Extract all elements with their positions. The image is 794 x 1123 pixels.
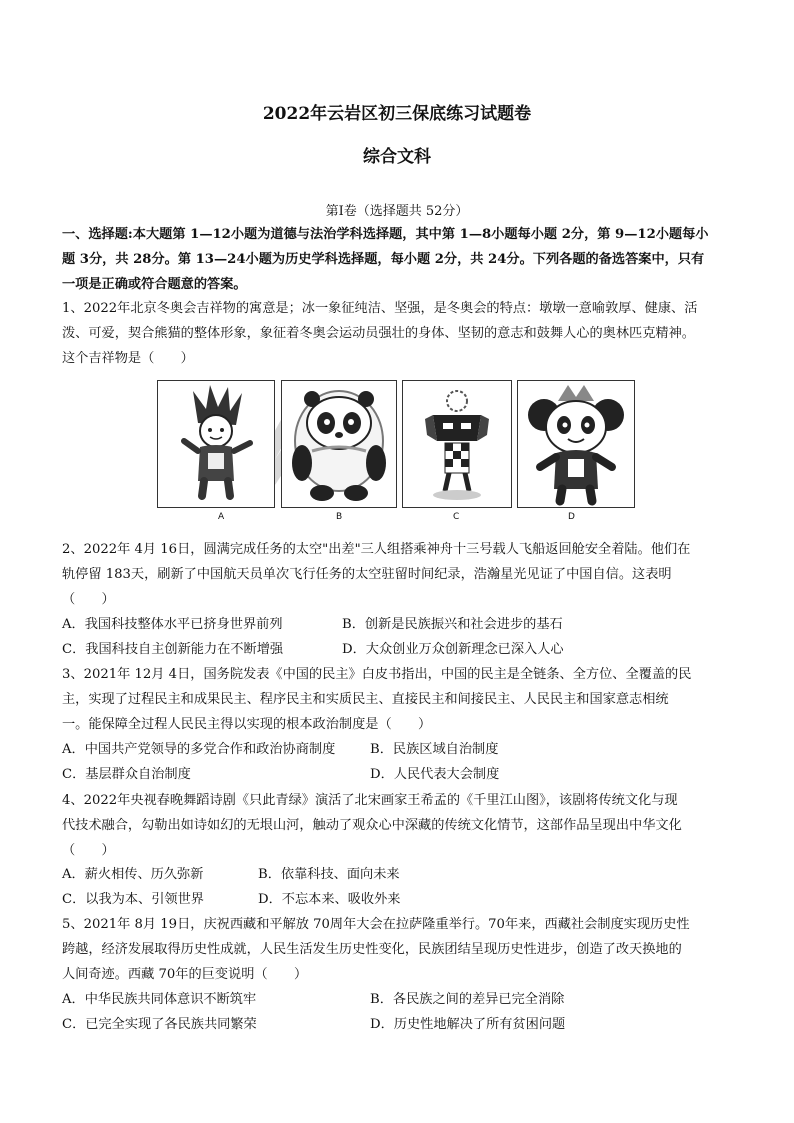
- q3-option-c[interactable]: C．基层群众自治制度: [62, 767, 191, 782]
- option-a-image[interactable]: [157, 380, 275, 508]
- exam-title: 2022年云岩区初三保底练习试题卷: [262, 104, 532, 124]
- q4-option-b[interactable]: B．依靠科技、面向未来: [258, 867, 400, 882]
- q3-option-b[interactable]: B．民族区域自治制度: [370, 742, 499, 757]
- q4-option-c[interactable]: C．以我为本、引领世界: [62, 892, 204, 907]
- question-2-stem: 2、2022年 4月 16日，圆满完成任务的太空"出差"三人组搭乘神舟十三号载人飞船返回舱安全着陆。他们在 轨停留 183天，刷新了中国航天员单次飞行任务的太空驻留时间纪录，浩瀚星光见证了中国自信。这表明 （ ）: [62, 542, 691, 607]
- checkered-mascot-icon: [403, 381, 511, 507]
- q5-option-b[interactable]: B．各民族之间的差异已完全消除: [370, 992, 565, 1007]
- q4-option-d[interactable]: D．不忘本来、吸收外来: [258, 892, 401, 907]
- q2-option-a[interactable]: A．我国科技整体水平已挤身世界前列: [62, 617, 283, 632]
- question-3-stem: 3、2021年 12月 4日，国务院发表《中国的民主》白皮书指出，中国的民主是全链条、全方位、全覆盖的民 主，实现了过程民主和成果民主、程序民主和实质民主、直接民主和间接民主、人民民主和国家意志相统 一。能保障全过程人民民主得以实现的根本政治制度是（ ）: [62, 667, 692, 732]
- exam-subject: 综合文科: [363, 147, 431, 167]
- option-b-image[interactable]: [281, 380, 397, 508]
- q5-option-d[interactable]: D．历史性地解决了所有贫困问题: [370, 1017, 566, 1032]
- q2-option-d[interactable]: D．大众创业万众创新理念已深入人心: [342, 642, 564, 657]
- caption-a: A: [218, 512, 225, 522]
- fire-mascot-icon: [158, 381, 274, 507]
- q5-option-c[interactable]: C．已完全实现了各民族共同繁荣: [62, 1017, 257, 1032]
- q3-option-d[interactable]: D．人民代表大会制度: [370, 767, 500, 782]
- option-c-image[interactable]: [402, 380, 512, 508]
- question-1-image-options: [157, 380, 635, 508]
- section-label: 第Ⅰ卷（选择题共 52分）: [325, 204, 469, 219]
- q5-option-a[interactable]: A．中华民族共同体意识不断筑牢: [62, 992, 257, 1007]
- question-4-stem: 4、2022年央视春晚舞蹈诗剧《只此青绿》演活了北宋画家王希孟的《千里江山图》，该剧将传统文化与现 代技术融合，勾勒出如诗如幻的无垠山河，触动了观众心中深藏的传统文化情节，这部作品呈现出中华文化 （ ）: [62, 793, 682, 858]
- question-1-stem: 1、2022年北京冬奥会吉祥物的寓意是；冰一象征纯洁、坚强，是冬奥会的特点：墩墩一意喻敦厚、健康、活 泼、可爱，契合熊猫的整体形象，象征着冬奥会运动员强壮的身体、坚韧的意志和鼓舞人心的奥林匹克精神。 这个吉祥物是（ ）: [62, 301, 698, 366]
- q4-option-a[interactable]: A．薪火相传、历久弥新: [62, 867, 204, 882]
- question-5-stem: 5、2021年 8月 19日，庆祝西藏和平解放 70周年大会在拉萨隆重举行。70年来，西藏社会制度实现历史性 跨越，经济发展取得历史性成就，人民生活发生历史性变化，民族团结呈现历史性进步，创造了改天换地的 人间奇迹。西藏 70年的巨变说明（ ）: [62, 917, 690, 982]
- panda-mascot-icon: [518, 381, 634, 507]
- q2-option-c[interactable]: C．我国科技自主创新能力在不断增强: [62, 642, 284, 657]
- caption-b: B: [336, 512, 343, 522]
- panda-ice-mascot-icon: [282, 381, 396, 507]
- option-d-image[interactable]: [517, 380, 635, 508]
- section-instructions: 一、选择题:本大题第 1—12小题为道德与法治学科选择题，其中第 1—8小题每小题 2分，第 9—12小题每小 题 3分，共 28分。第 13—24小题为历史学科选择题，每小题 2分，共 24分。下列各题的备选答案中，只有 一项是正确或符合题意的答案。: [62, 227, 709, 292]
- q3-option-a[interactable]: A．中国共产党领导的多党合作和政治协商制度: [62, 742, 336, 757]
- caption-c: C: [453, 512, 460, 522]
- caption-d: D: [568, 512, 575, 522]
- q2-option-b[interactable]: B．创新是民族振兴和社会进步的基石: [342, 617, 563, 632]
